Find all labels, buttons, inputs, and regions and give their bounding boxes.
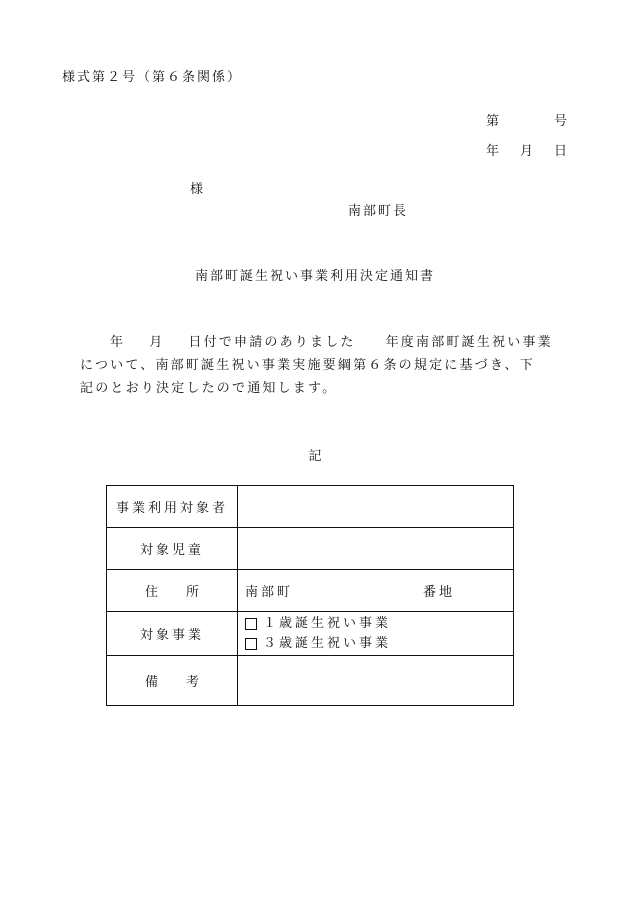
program-option-2[interactable] [245,634,513,654]
body-month: 月 [149,335,165,350]
row-label-remarks [107,656,238,706]
table-row [107,486,514,528]
row-value-address [238,570,514,612]
address-banchi: 番地 [423,585,456,600]
body-year: 年 [110,335,126,350]
program-option-label: ３歳誕生祝い事業 [263,635,392,651]
detail-table [106,485,514,706]
table-row [107,612,514,656]
ki-heading: 記 [308,449,322,464]
issue-date [486,140,570,159]
date-month: 月 [519,144,536,159]
row-label-recipient: 事業利用対象者 [107,486,238,528]
remarks-label: 備考 [144,675,227,690]
body-fiscal-year-text: 年度南部町誕生祝い事業 [385,335,553,350]
date-year: 年 [486,144,503,159]
checkbox-icon[interactable] [245,618,257,630]
body-paragraph [80,331,560,400]
body-line-3: 記のとおり決定したので通知します。 [80,381,338,396]
body-day-text: 日付で申請のありました [188,335,356,350]
sender: 南部町長 [348,204,409,219]
doc-number-go: 号 [553,114,570,129]
row-value-recipient [238,486,514,528]
form-number: 様式第２号（第６条関係） [62,70,243,85]
program-option-label: １歳誕生祝い事業 [263,615,392,631]
body-line-2: について、南部町誕生祝い事業実施要綱第６条の規定に基づき、下 [80,358,535,373]
row-label-address [107,570,238,612]
document-title: 南部町誕生祝い事業利用決定通知書 [194,269,435,284]
row-label-child: 対象児童 [107,528,238,570]
address-label: 住所 [144,585,227,600]
date-day: 日 [553,144,570,159]
address-town: 南部町 [245,585,294,600]
document-number-date-block [486,110,570,170]
table-row [107,528,514,570]
checkbox-icon[interactable] [245,638,257,650]
row-label-program: 対象事業 [107,612,238,656]
row-value-remarks [238,656,514,706]
addressee: 様 [190,182,207,197]
row-value-child [238,528,514,570]
table-row [107,570,514,612]
body-line-1 [80,331,560,354]
document-number [486,110,570,129]
table-row [107,656,514,706]
program-option-1[interactable] [245,614,513,634]
doc-number-dai: 第 [486,114,503,129]
row-value-program [238,612,514,656]
